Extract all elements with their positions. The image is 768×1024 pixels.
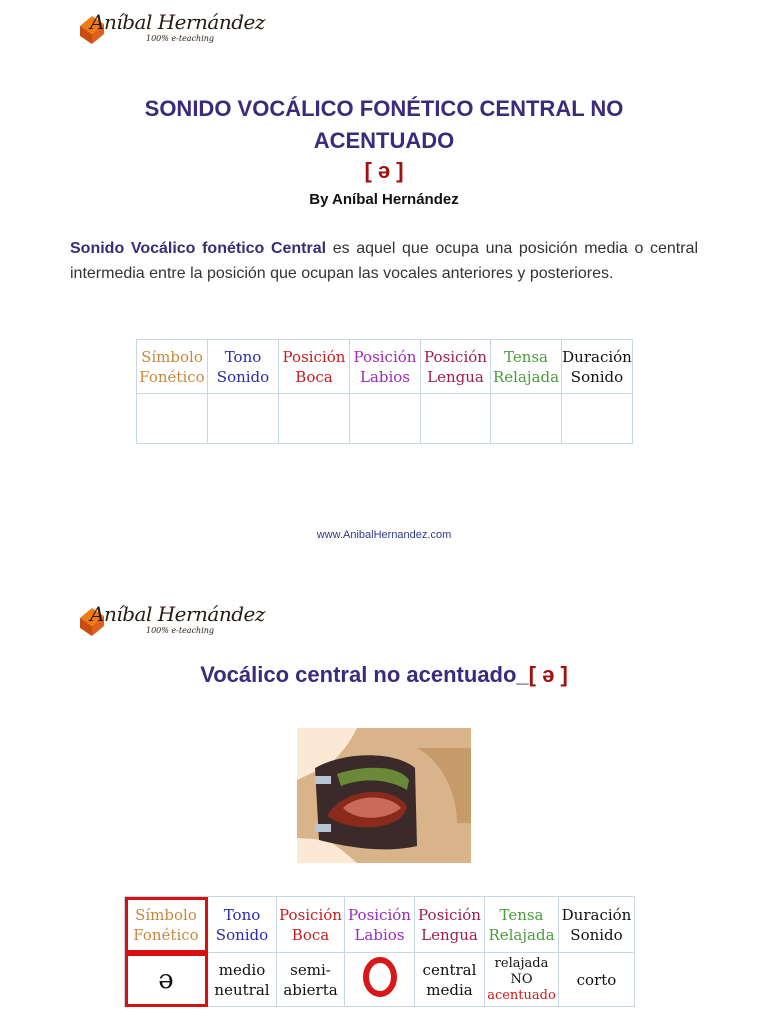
intro-paragraph <box>70 236 698 286</box>
cell-tensa: relajada NO acentuado <box>485 953 559 1007</box>
cell-boca: semi- abierta <box>277 953 345 1007</box>
phonetic-table <box>124 896 635 1007</box>
header-tensa: Tensa Relajada <box>485 897 559 953</box>
table-row <box>137 394 633 444</box>
logo-tagline: 100% e-teaching <box>146 626 215 635</box>
header-tono: Tono Sonido <box>208 897 277 953</box>
empty-cell <box>562 394 633 444</box>
empty-cell <box>350 394 421 444</box>
cell-labios <box>345 953 415 1007</box>
cell-tono: medio neutral <box>208 953 277 1007</box>
intro-text: es aquel que ocupa una posición media o central intermedia entre la posición que ocupan las vocales anteriores y posteriores. <box>70 240 698 282</box>
empty-cell <box>137 394 208 444</box>
header-lengua: Posición Lengua <box>421 340 491 394</box>
empty-cell <box>208 394 279 444</box>
website-link[interactable]: www.AnibalHernandez.com <box>316 529 452 541</box>
logo <box>76 598 265 644</box>
logo-name: Aníbal Hernández <box>90 10 265 34</box>
phonetic-symbol: [ ə ] <box>364 158 404 183</box>
empty-phonetic-table <box>136 339 633 444</box>
header-simbolo: Símbolo Fonético <box>125 897 208 953</box>
header-tensa: Tensa Relajada <box>491 340 562 394</box>
header-labios: Posición Labios <box>345 897 415 953</box>
header-tono: Tono Sonido <box>208 340 279 394</box>
empty-cell <box>279 394 350 444</box>
page-title: SONIDO VOCÁLICO FONÉTICO CENTRAL NO ACENTUADO <box>144 96 624 153</box>
header-boca: Posición Boca <box>277 897 345 953</box>
table-row <box>125 953 635 1007</box>
byline: By Aníbal Hernández <box>309 191 459 208</box>
header-duracion: Duración Sonido <box>559 897 635 953</box>
lip-round-icon <box>360 955 400 999</box>
logo-tagline: 100% e-teaching <box>146 34 215 43</box>
header-duracion: Duración Sonido <box>562 340 633 394</box>
section-title: Vocálico central no acentuado_[ ə ] <box>200 662 568 687</box>
header-lengua: Posición Lengua <box>415 897 485 953</box>
cell-lengua: central media <box>415 953 485 1007</box>
mouth-cross-section-illustration <box>297 728 471 863</box>
cell-simbolo: ə <box>125 953 208 1007</box>
logo <box>76 6 265 52</box>
header-labios: Posición Labios <box>350 340 421 394</box>
table-header-row <box>137 340 633 394</box>
table-header-row <box>125 897 635 953</box>
header-simbolo: Símbolo Fonético <box>137 340 208 394</box>
logo-name: Aníbal Hernández <box>90 602 265 626</box>
section-symbol: [ ə ] <box>528 662 568 687</box>
header-boca: Posición Boca <box>279 340 350 394</box>
empty-cell <box>491 394 562 444</box>
intro-highlight: Sonido Vocálico fonético Central <box>70 240 327 257</box>
cell-duracion: corto <box>559 953 635 1007</box>
empty-cell <box>421 394 491 444</box>
